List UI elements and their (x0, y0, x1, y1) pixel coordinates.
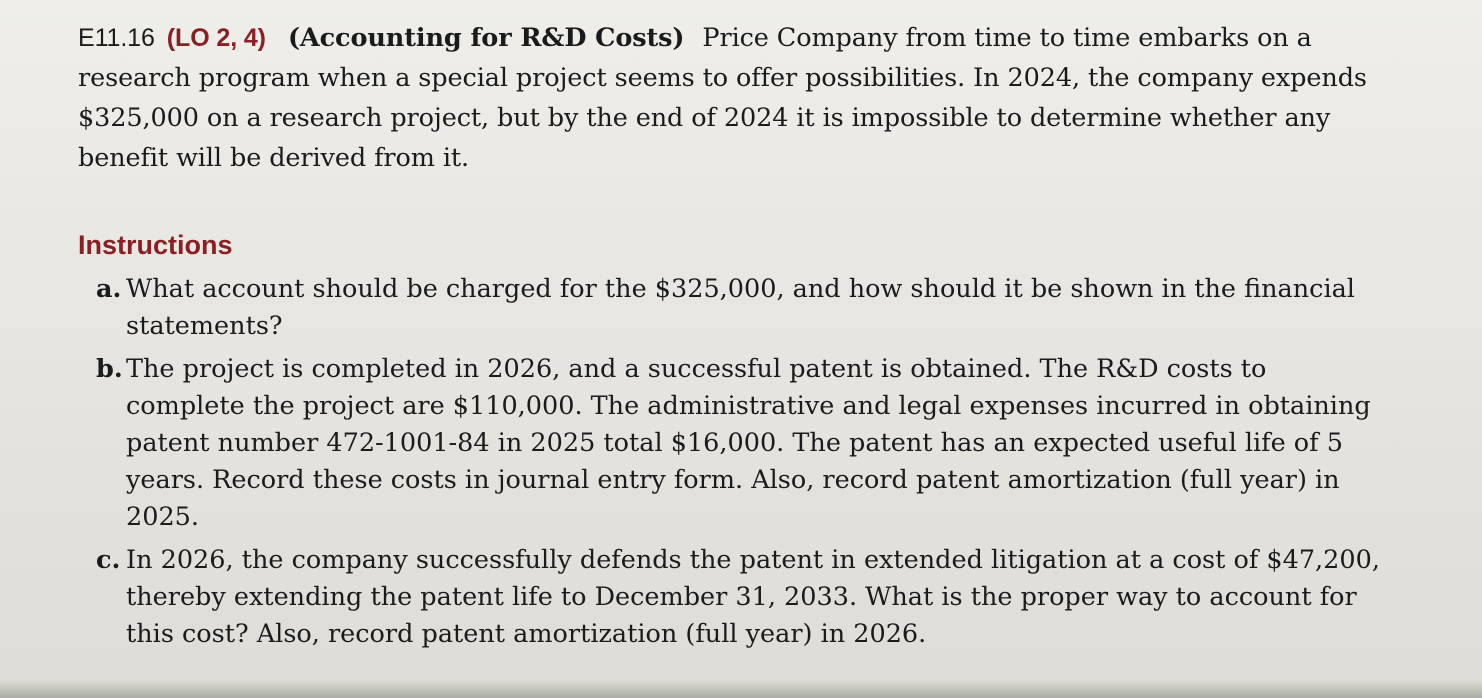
instruction-letter: a. (96, 274, 122, 304)
instruction-text: In 2026, the company successfully defends the patent in extended litigation at a cost of $47,200, thereby extending the patent life to December 31, 2033. What is the proper way to account for this cost? Also, record patent amortization (full year) in 2026. (126, 545, 1380, 649)
instruction-text: The project is completed in 2026, and a successful patent is obtained. The R&D costs to complete the project are $110,000. The administrative and legal expenses incurred in obtaining patent number 472-1001-84 in 2025 total $16,000. The patent has an expected useful life of 5 years. Record these costs in journal entry form. Also, record patent amortization (full year) in 2025. (126, 354, 1371, 532)
exercise-intro (78, 18, 1388, 178)
instruction-letter: b. (96, 354, 123, 384)
instruction-item-a (78, 271, 1388, 345)
instruction-item-b (78, 351, 1388, 536)
exercise-block (78, 18, 1388, 659)
page-bottom-edge (0, 680, 1482, 698)
exercise-id: E11.16 (78, 24, 155, 52)
instruction-letter: c. (96, 545, 121, 575)
exercise-title: (Accounting for R&D Costs) (287, 23, 685, 53)
learning-objectives: (LO 2, 4) (166, 24, 266, 52)
instruction-text: What account should be charged for the $325,000, and how should it be shown in the financial statements? (126, 274, 1355, 341)
instructions-list (78, 271, 1388, 653)
instructions-heading: Instructions (78, 230, 233, 260)
instruction-item-c (78, 542, 1388, 653)
exercise-description: Price Company from time to time embarks on a research program when a special project seems to offer possibilities. In 2024, the company expends $325,000 on a research project, but by the end of 2024 it is impossible to determine whether any benefit will be derived from it. (78, 23, 1367, 173)
